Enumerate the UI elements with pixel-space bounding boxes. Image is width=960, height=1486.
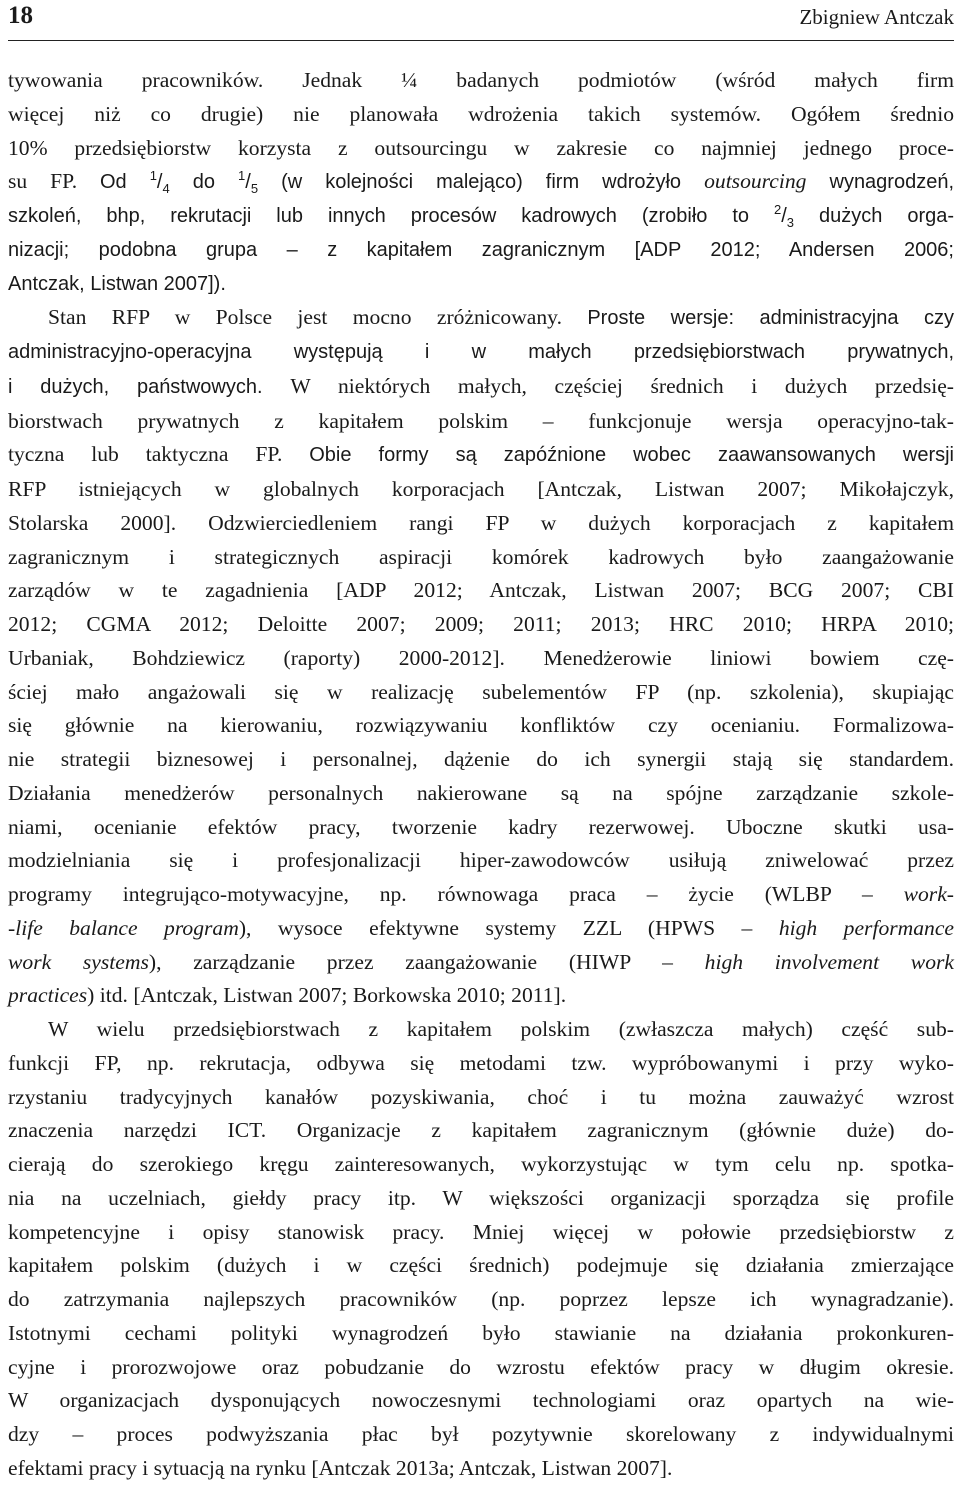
page-header [8, 0, 954, 41]
text-line: W wielu przedsiębiorstwach z kapitałem polskim (zwłaszcza małych) część sub- [48, 1017, 954, 1041]
text-span: ) itd. [Antczak, Listwan 2007; Borkowska 2010; 2011]. [87, 983, 567, 1008]
text-line: niami, ocenianie efektów pracy, tworzenie kadry rezerwowej. Uboczne skutki usa- [8, 814, 954, 839]
paragraph-3 [8, 1013, 954, 1486]
body-text [8, 64, 954, 1486]
text-line [8, 642, 954, 676]
text-line [8, 878, 954, 912]
text-line: 2012; CGMA 2012; Deloitte 2007; 2009; 2011; 2013; HRC 2010; HRPA 2010; [8, 612, 954, 636]
fraction-numerator: 2 [774, 202, 782, 217]
text-span: ), wysoce efektywne systemy ZZL (HPWS – [238, 915, 779, 940]
text-span: Odzwierciedleniem rangi FP w dużych korporacjach z kapitałem [208, 510, 954, 535]
text-line [8, 370, 954, 405]
italic-term: high performance [778, 915, 954, 940]
text-line: znaczenia narzędzi ICT. Organizacje z kapitałem zagranicznym (głównie duże) do- [8, 1118, 954, 1143]
text-line [8, 165, 954, 200]
running-head-author: Zbigniew Antczak [799, 5, 954, 29]
text-line: szkoleń, bhp, rekrutacji lub innych procesów kadrowych (zrobiło to $^2/_3$ dużych orga- [8, 202, 955, 230]
text-line: dzy – proces podwyższania płac był pozytywnie skorelowany z indywidualnymi [8, 1422, 954, 1446]
text-line: funkcji FP, np. rekrutacja, odbywa się metodami tzw. wypróbowanymi i przy wyko- [8, 1050, 954, 1075]
italic-term: work systems [8, 949, 149, 974]
text-line: 10% przedsiębiorstw korzysta z outsourcingu w zakresie co najmniej jednego proce- [8, 135, 954, 160]
text-line: W organizacjach dysponujących nowoczesnymi technologiami oraz opartych na wie- [8, 1388, 954, 1413]
italic-term: practices [8, 983, 88, 1008]
fraction-denominator: 4 [162, 181, 170, 197]
text-span: Urbaniak, Bohdziewicz (raporty) 2000-2012]. [8, 645, 544, 670]
paragraph-2 [8, 301, 954, 1013]
text-span: su FP. [8, 169, 100, 194]
text-span: tyczna lub taktyczna FP. [8, 442, 310, 467]
text-line: Działania menedżerów personalnych nakierowane są na spójne zarządzanie szkole- [8, 780, 954, 805]
text-span: programy integrująco-motywacyjne, np. równowaga praca – życie (WLBP – [8, 882, 904, 906]
text-span: Od [99, 171, 150, 194]
italic-term: outsourcing [704, 169, 807, 194]
text-line: do zatrzymania najlepszych pracowników (np. poprzez lepsze ich wynagradzanie). [8, 1287, 954, 1311]
text-span: (w kolejności malejąco) firm wdrożyło [258, 171, 705, 194]
text-span: wynagrodzeń, [806, 171, 955, 194]
text-span: Formalizowa- [832, 713, 954, 738]
text-line: cyjne i prorozwojowe oraz pobudzanie do wzrostu efektów pracy w długim okresie. [8, 1354, 954, 1379]
text-line: modzielniania się i profesjonalizacji hiper-zawodowców usiłują zniwelować przez [8, 848, 954, 873]
text-line [8, 946, 954, 980]
text-line [8, 507, 954, 541]
text-span: Obie formy są zapóźnione wobec zaawansowanych wersji [309, 444, 954, 467]
text-line [8, 438, 954, 473]
text-line: nia na uczelniach, giełdy pracy itp. W większości organizacji sporządza się profile [8, 1185, 954, 1210]
text-line: RFP istniejących w globalnych korporacjach [Antczak, Listwan 2007; Mikołajczyk, [8, 477, 954, 501]
text-line: Antczak, Listwan 2007]). [8, 272, 226, 295]
text-span: się głównie na kierowaniu, rozwiązywaniu konfliktów czy ocenianiu. [8, 713, 833, 738]
text-line: biorstwach prywatnych z kapitałem polskim – funkcjonuje wersja operacyjno-tak- [8, 408, 954, 433]
text-line: zarządów w te zagadnienia [ADP 2012; Antczak, Listwan 2007; BCG 2007; CBI [8, 578, 954, 603]
text-line: nie strategii biznesowej i personalnej, dążenie do ich synergii stają się standardem. [8, 747, 954, 771]
italic-term: -life balance program [8, 915, 239, 940]
text-span: W niektórych małych, częściej średnich i dużych przedsię- [290, 373, 954, 398]
text-span: Stan RFP w Polsce jest mocno zróżnicowany. [48, 305, 588, 330]
italic-term: work- [903, 882, 954, 906]
text-span: i dużych, państwowych. [8, 375, 291, 398]
text-line: cierają do szerokiego kręgu zainteresowanych, wykorzystując w tym celu np. spotka- [8, 1152, 954, 1176]
text-span: Od $^1/_4$ do $^1/_5$ (w kolejności malejąco) firm wdrożyło [99, 168, 705, 197]
fraction-numerator: 1 [238, 168, 246, 184]
text-line: ściej mało angażowali się w realizację subelementów FP (np. szkolenia), skupiając [8, 679, 954, 704]
text-line: kompetencyjne i opisy stanowisk pracy. Mniej więcej w połowie przedsiębiorstw z [8, 1219, 954, 1244]
text-line [8, 912, 954, 946]
text-line: rzystaniu tradycyjnych kanałów pozyskiwania, choć i tu można zauważyć wzrost [8, 1084, 954, 1109]
text-line [8, 709, 954, 743]
paragraph-1 [8, 64, 954, 301]
text-span: Proste wersje: administracyjna czy [587, 307, 954, 330]
page-number: 18 [8, 2, 33, 29]
fraction-denominator: 5 [250, 181, 259, 197]
text-line: kapitałem polskim (dużych i w części średnich) podejmuje się działania zmierzające [8, 1253, 954, 1278]
fraction-numerator: 1 [149, 168, 157, 184]
italic-term: high involvement work [704, 949, 954, 974]
text-line: nizacji; podobna grupa – z kapitałem zagranicznym [ADP 2012; Andersen 2006; [8, 238, 954, 261]
text-line: zagranicznym i strategicznych aspiracji komórek kadrowych było zaangażowanie [8, 544, 954, 569]
text-span: dużych orga- [794, 205, 955, 227]
text-span: Menedżerowie liniowi bowiem czę- [543, 645, 954, 670]
text-line: efektami pracy i sytuacją na rynku [Antczak 2013a; Antczak, Listwan 2007]. [8, 1455, 673, 1480]
text-line [8, 979, 954, 1013]
text-span: do [169, 171, 239, 194]
text-line: Istotnymi cechami polityki wynagrodzeń było stawianie na działania prokonkuren- [8, 1320, 954, 1345]
fraction-denominator: 3 [786, 215, 795, 230]
text-line: administracyjno-operacyjna występują i w małych przedsiębiorstwach prywatnych, [8, 341, 954, 363]
text-line [8, 301, 954, 336]
text-line: więcej niż co drugie) nie planowała wdrożenia takich systemów. Ogółem średnio [8, 101, 954, 126]
text-line: tywowania pracowników. Jednak ¼ badanych podmiotów (wśród małych firm [8, 68, 954, 92]
text-span: szkoleń, bhp, rekrutacji lub innych procesów kadrowych (zrobiło to [8, 205, 774, 227]
text-span: ), zarządzanie przez zaangażowanie (HIWP – [148, 949, 705, 974]
text-span: Stolarska 2000]. [8, 510, 209, 535]
